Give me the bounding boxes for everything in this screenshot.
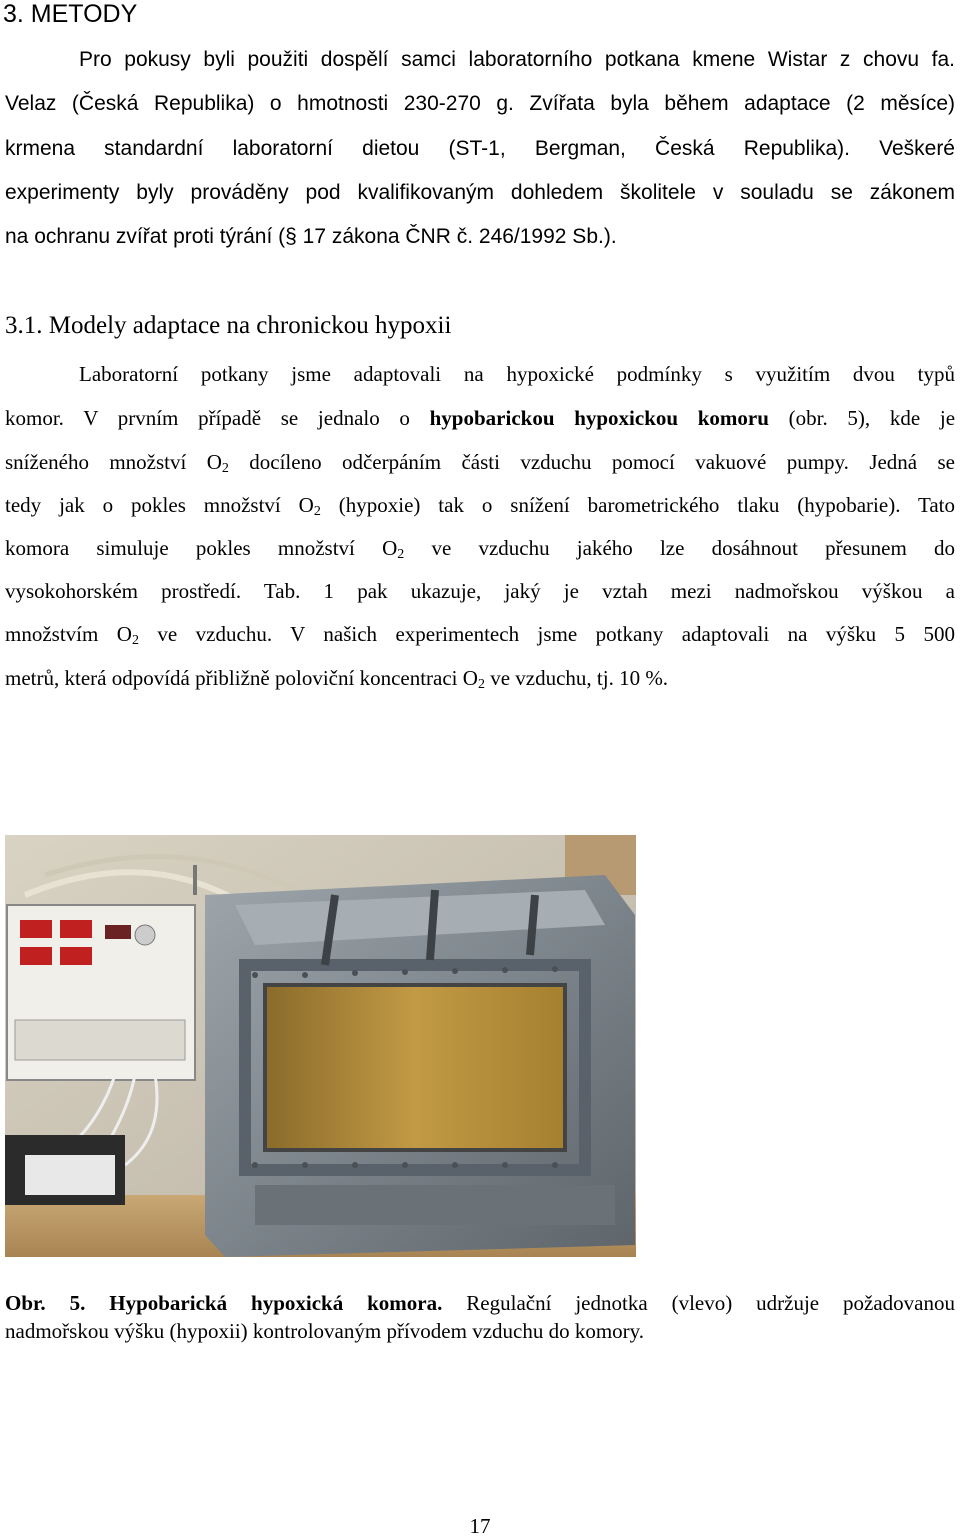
bold-term: hypobarickou hypoxickou komoru (429, 406, 769, 430)
paragraph-line: Velaz (Česká Republika) o hmotnosti 230-270 g. Zvířata byla během adaptace (2 měsíce) (5, 92, 955, 115)
paragraph-line: tedy jak o pokles množství $O_2$ (hypoxie) tak o snížení barometrického tlaku (hypobarie). Tato (5, 493, 955, 519)
figure-label: Obr. 5. Hypobarická hypoxická komora. (5, 1291, 443, 1315)
section-heading: 3. METODY (3, 0, 138, 28)
figure-caption: Obr. 5. Hypobarická hypoxická komora. Regulační jednotka (vlevo) udržuje požadovanou (5, 1291, 955, 1315)
paragraph-line: množstvím $O_2$ ve vzduchu. V našich experimentech jsme potkany adaptovali na výšku 5 500 (5, 622, 955, 648)
paragraph-line: vysokohorském prostředí. Tab. 1 pak ukazuje, jaký je vztah mezi nadmořskou výškou a (5, 579, 955, 603)
paragraph-line: sníženého množství $O_2$ docíleno odčerpáním části vzduchu pomocí vakuové pumpy. Jedná se (5, 450, 955, 476)
paragraph-line: komora simuluje pokles množství $O_2$ ve vzduchu jakého lze dosáhnout přesunem do (5, 536, 955, 562)
subsection-heading: 3.1. Modely adaptace na chronickou hypoxii (5, 312, 452, 339)
paragraph-line: experimenty byly prováděny pod kvalifikovaným dohledem školitele v souladu se zákonem (5, 181, 955, 204)
paragraph-line: metrů, která odpovídá přibližně poloviční koncentraci $O_2$ ve vzduchu, tj. 10 %. (5, 666, 669, 692)
figure-caption-line: nadmořskou výšku (hypoxii) kontrolovaným přívodem vzduchu do komory. (5, 1319, 645, 1343)
paragraph-line: komor. V prvním případě se jednalo o hypobarickou hypoxickou komoru (obr. 5), kde je (5, 406, 956, 430)
paragraph-line: Laboratorní potkany jsme adaptovali na hypoxické podmínky s využitím dvou typů (79, 362, 955, 386)
page-number: 17 (469, 1514, 491, 1538)
paragraph-line: Pro pokusy byli použiti dospělí samci laboratorního potkana kmene Wistar z chovu fa. (79, 48, 955, 71)
paragraph-line: krmena standardní laboratorní dietou (ST-1, Bergman, Česká Republika). Veškeré (5, 137, 955, 160)
hypobaric-chamber-photo (5, 835, 636, 1257)
paragraph-line: na ochranu zvířat proti týrání (§ 17 zákona ČNR č. 246/1992 Sb.). (5, 225, 617, 248)
